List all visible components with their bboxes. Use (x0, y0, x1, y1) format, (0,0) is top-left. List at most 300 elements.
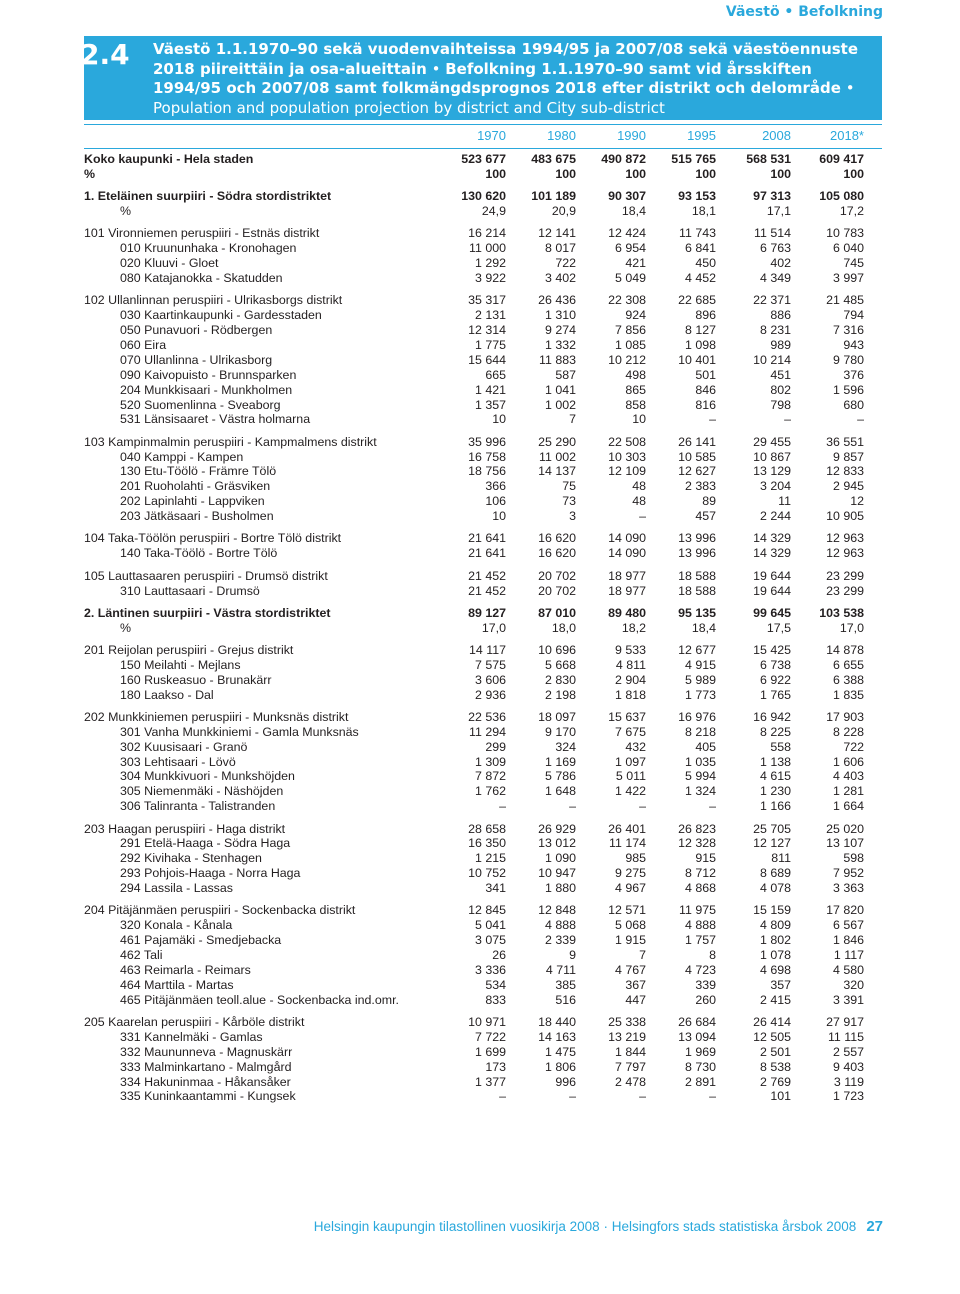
row-label: 060 Eira (120, 337, 167, 352)
cell-1970: 173 (485, 1059, 506, 1074)
row-label: Koko kaupunki - Hela staden (84, 152, 254, 166)
year-header: 1970 (477, 128, 506, 143)
cell-1980: 75 (562, 479, 576, 494)
cell-2018: 7 952 (832, 866, 864, 881)
row-label: 462 Tali (120, 948, 163, 963)
cell-2018: 3 119 (833, 1074, 864, 1089)
row-label: % (120, 620, 132, 635)
cell-2008: 97 313 (753, 189, 791, 204)
row-label: 102 Ullanlinnan peruspiiri - Ulrikasborgs distrikt (84, 293, 343, 308)
cell-2008: 10 214 (753, 352, 791, 367)
cell-2008: 2 501 (759, 1044, 791, 1059)
cell-1970: 523 677 (461, 152, 506, 166)
cell-2008: 16 942 (753, 709, 791, 724)
cell-2018: 12 963 (826, 531, 864, 546)
cell-1995: 501 (695, 367, 716, 382)
cell-1970: 3 606 (474, 672, 506, 687)
cell-2018: 1 596 (832, 382, 864, 397)
cell-1970: 1 421 (474, 382, 506, 397)
cell-1980: 1 090 (544, 851, 576, 866)
cell-1995: 8 218 (684, 724, 716, 739)
cell-1995: – (709, 799, 716, 814)
cell-1990: 7 856 (614, 323, 646, 338)
cell-2008: 811 (771, 851, 791, 866)
title-swedish: Befolkning 1.1.1970–90 samt vid årsskiften 1994/95 och 2007/08 samt folkmängdsprognos 2018 efter distrikt och delområde (153, 59, 841, 97)
cell-1995: 22 685 (678, 293, 716, 308)
table-row (84, 531, 882, 546)
row-label: 205 Kaarelan peruspiiri - Kårböle distrikt (84, 1015, 305, 1029)
cell-2008: 22 371 (753, 293, 791, 308)
cell-2018: 598 (843, 851, 864, 866)
row-label: 150 Meilahti - Mejlans (120, 657, 241, 672)
cell-1990: 5 068 (614, 918, 646, 933)
cell-1980: 516 (555, 992, 576, 1007)
cell-2008: 4 349 (759, 271, 791, 286)
cell-2018: 9 857 (832, 449, 864, 464)
cell-1970: 2 936 (474, 687, 506, 702)
cell-2008: 14 329 (753, 546, 791, 561)
row-label: 204 Pitäjänmäen peruspiiri - Sockenbacka distrikt (84, 903, 356, 918)
cell-2018: 4 580 (832, 962, 864, 977)
row-label: 203 Jätkäsaari - Busholmen (120, 509, 274, 524)
cell-1990: 432 (625, 739, 646, 754)
cell-1980: 25 290 (538, 434, 576, 449)
row-label: 201 Ruoholahti - Gräsviken (120, 479, 271, 494)
cell-1995: 5 994 (684, 769, 716, 784)
cell-2018: 14 878 (826, 642, 864, 657)
row-label: 101 Vironniemen peruspiiri - Estnäs distrikt (84, 226, 320, 241)
cell-1980: – (569, 1089, 576, 1104)
cell-1990: 100 (625, 166, 646, 181)
cell-1995: 2 891 (684, 1074, 716, 1089)
table-row (84, 546, 882, 561)
cell-1980: 1 002 (544, 397, 576, 412)
cell-1970: 35 317 (468, 293, 506, 308)
cell-1970: 299 (485, 739, 506, 754)
table-row (84, 256, 882, 271)
table-row (84, 658, 882, 673)
cell-2008: 29 455 (753, 434, 791, 449)
cell-1995: 18 588 (678, 583, 716, 598)
cell-1980: 11 002 (539, 449, 576, 464)
cell-1995: 5 989 (684, 672, 716, 687)
cell-1970: 14 117 (469, 642, 506, 657)
cell-2008: 4 078 (759, 881, 791, 896)
cell-1980: – (569, 799, 576, 814)
cell-1980: 5 668 (544, 657, 576, 672)
row-label: 332 Maununneva - Magnuskärr (120, 1044, 293, 1059)
cell-1970: 26 (492, 948, 506, 963)
cell-2008: 802 (770, 382, 791, 397)
row-label: 202 Munkkiniemen peruspiiri - Munksnäs distrikt (84, 709, 349, 724)
cell-1990: 490 872 (601, 152, 646, 166)
cell-2018: 3 363 (832, 881, 864, 896)
cell-2018: 10 783 (826, 226, 864, 241)
cell-2018: 6 655 (832, 657, 864, 672)
cell-1990: 18 977 (608, 568, 646, 583)
cell-1995: 816 (695, 397, 716, 412)
cell-2008: 14 329 (753, 531, 791, 546)
spacer-row (84, 561, 882, 568)
cell-2018: 12 963 (826, 546, 864, 561)
cell-1980: 1 332 (544, 337, 576, 352)
cell-1980: 996 (555, 1074, 576, 1089)
table-row (84, 903, 882, 918)
cell-2008: 17,5 (766, 620, 791, 635)
cell-1995: 8 (709, 948, 716, 963)
cell-2008: 989 (770, 337, 791, 352)
cell-1995: 2 383 (684, 479, 716, 494)
cell-1970: 12 314 (468, 323, 506, 338)
cell-2018: 320 (843, 977, 864, 992)
cell-2008: 2 244 (759, 509, 791, 524)
cell-1995: 18 588 (678, 568, 716, 583)
cell-1970: 22 536 (468, 709, 506, 724)
cell-1980: 16 620 (538, 546, 576, 561)
cell-1990: 9 275 (614, 866, 646, 881)
cell-2018: 27 917 (826, 1015, 864, 1029)
cell-1995: 260 (695, 992, 716, 1007)
cell-2008: 17,1 (766, 204, 791, 219)
cell-2008: 4 809 (759, 918, 791, 933)
table-row (84, 978, 882, 993)
row-label: 520 Suomenlinna - Sveaborg (120, 397, 281, 412)
cell-1995: 100 (695, 166, 716, 181)
cell-2008: 4 698 (759, 962, 791, 977)
table-row (84, 353, 882, 368)
table-row (84, 606, 882, 621)
cell-2018: 100 (843, 166, 864, 181)
cell-2018: 21 485 (826, 293, 864, 308)
cell-1990: 1 818 (614, 687, 646, 702)
cell-1995: 13 094 (678, 1029, 716, 1044)
table-row (84, 338, 882, 353)
cell-2018: 13 107 (826, 836, 864, 851)
cell-1995: 26 141 (678, 434, 716, 449)
spacer-row (84, 703, 882, 710)
table-row (84, 189, 882, 204)
cell-2008: 357 (770, 977, 791, 992)
table-row (84, 710, 882, 725)
row-label: 130 Etu-Töölö - Främre Tölö (120, 464, 277, 479)
row-label: 204 Munkkisaari - Munkholmen (120, 382, 293, 397)
cell-1990: 10 212 (608, 352, 646, 367)
row-label: 320 Konala - Kånala (120, 918, 233, 933)
row-label: 463 Reimarla - Reimars (120, 962, 251, 977)
cell-1970: 7 722 (474, 1029, 506, 1044)
cell-1970: 24,9 (481, 204, 506, 219)
cell-1990: 1 097 (614, 754, 646, 769)
cell-1970: 341 (485, 881, 506, 896)
cell-1980: 2 198 (544, 687, 576, 702)
cell-1970: 12 845 (468, 903, 506, 918)
cell-2008: 12 505 (753, 1029, 791, 1044)
row-label: 465 Pitäjänmäen teoll.alue - Sockenbacka ind.omr. (120, 992, 399, 1007)
cell-2018: 6 388 (832, 672, 864, 687)
cell-1980: 483 675 (531, 152, 576, 166)
table-row (84, 1045, 882, 1060)
row-label: 160 Ruskeasuo - Brunakärr (120, 672, 272, 687)
row-label: 030 Kaartinkaupunki - Gardesstaden (120, 308, 322, 323)
cell-1995: 4 723 (684, 962, 716, 977)
spacer-row (84, 636, 882, 643)
cell-2018: 745 (843, 256, 864, 271)
cell-2018: 680 (843, 397, 864, 412)
cell-2008: 15 425 (753, 642, 791, 657)
cell-2008: 4 615 (759, 769, 791, 784)
cell-1980: 1 806 (544, 1059, 576, 1074)
cell-1970: 35 996 (468, 434, 506, 449)
table-row (84, 368, 882, 383)
cell-2008: 798 (770, 397, 791, 412)
header-rule-top (84, 124, 882, 125)
row-label: 050 Punavuori - Rödbergen (120, 323, 273, 338)
cell-1995: 10 401 (678, 352, 716, 367)
cell-1980: 18 440 (538, 1015, 576, 1029)
table-row (84, 479, 882, 494)
table-row (84, 621, 882, 636)
cell-1970: 89 127 (468, 605, 506, 620)
table-row (84, 918, 882, 933)
cell-1995: 457 (695, 509, 716, 524)
row-label: 464 Marttila - Martas (120, 977, 234, 992)
cell-2018: 23 299 (826, 568, 864, 583)
row-label: 180 Laakso - Dal (120, 687, 214, 702)
cell-1990: – (639, 799, 646, 814)
spacer-row (84, 1008, 882, 1015)
table-row (84, 948, 882, 963)
cell-2018: 103 538 (819, 605, 864, 620)
cell-1980: 5 786 (544, 769, 576, 784)
row-label: 293 Pohjois-Haaga - Norra Haga (120, 866, 301, 881)
table-row (84, 167, 882, 182)
cell-2008: 568 531 (746, 152, 791, 166)
cell-2018: 1 835 (832, 687, 864, 702)
table-row (84, 383, 882, 398)
section-label: Väestö • Befolkning (725, 4, 883, 20)
table-row (84, 822, 882, 837)
cell-1995: 10 585 (678, 449, 716, 464)
cell-1970: 665 (485, 367, 506, 382)
year-header: 2018* (830, 128, 864, 143)
table-row (84, 241, 882, 256)
cell-2008: 8 231 (759, 323, 791, 338)
cell-1990: 498 (625, 367, 646, 382)
cell-1970: 130 620 (461, 189, 506, 204)
cell-1990: 90 307 (608, 189, 646, 204)
cell-1990: 1 844 (614, 1044, 646, 1059)
cell-2008: 100 (770, 166, 791, 181)
cell-1980: 1 041 (544, 382, 576, 397)
cell-1990: 10 303 (608, 449, 646, 464)
cell-1995: 95 135 (678, 605, 716, 620)
cell-2018: – (857, 412, 864, 427)
cell-1995: 515 765 (671, 152, 716, 166)
cell-1990: 14 090 (608, 531, 646, 546)
cell-1980: 385 (555, 977, 576, 992)
cell-1995: 846 (695, 382, 716, 397)
cell-2008: 99 645 (753, 605, 791, 620)
cell-2018: 10 905 (826, 509, 864, 524)
cell-1970: 2 131 (474, 308, 506, 323)
year-header-row (84, 128, 882, 148)
cell-2018: 1 117 (833, 948, 864, 963)
table-row (84, 933, 882, 948)
spacer-row (84, 598, 882, 605)
cell-1970: 7 575 (474, 657, 506, 672)
cell-2008: 451 (770, 367, 791, 382)
cell-2008: 26 414 (753, 1015, 791, 1029)
table-row (84, 993, 882, 1008)
cell-1990: 18 977 (608, 583, 646, 598)
cell-1970: 7 872 (474, 769, 506, 784)
cell-1990: 12 109 (608, 464, 646, 479)
cell-1990: 9 533 (614, 642, 646, 657)
cell-1980: 73 (562, 494, 576, 509)
table-row (84, 226, 882, 241)
cell-1995: 13 996 (678, 546, 716, 561)
cell-1980: 4 888 (544, 918, 576, 933)
cell-1990: 7 797 (614, 1059, 646, 1074)
cell-1995: – (709, 412, 716, 427)
row-label: 140 Taka-Töölö - Bortre Tölö (120, 546, 278, 561)
row-label: 203 Haagan peruspiiri - Haga distrikt (84, 821, 286, 836)
cell-1980: 1 648 (544, 784, 576, 799)
cell-1970: 3 336 (474, 962, 506, 977)
year-header: 2008 (762, 128, 791, 143)
row-label: 070 Ullanlinna - Ulrikasborg (120, 352, 273, 367)
title-finnish: Väestö 1.1.1970–90 sekä vuodenvaihteissa 1994/95 ja 2007/08 sekä väestöennuste 2018 piireittäin ja osa-alueittain (153, 40, 859, 78)
cell-2008: 886 (770, 308, 791, 323)
spacer-row (84, 219, 882, 226)
cell-1980: 13 012 (538, 836, 576, 851)
table-row (84, 464, 882, 479)
cell-1995: 26 823 (678, 821, 716, 836)
cell-1970: 3 075 (474, 933, 506, 948)
cell-1990: 48 (632, 479, 646, 494)
cell-1990: 10 (632, 412, 646, 427)
cell-2018: 36 551 (826, 434, 864, 449)
cell-1980: 9 (569, 948, 576, 963)
table-row (84, 204, 882, 219)
cell-2018: 17,2 (839, 204, 864, 219)
cell-2018: 7 316 (832, 323, 864, 338)
cell-1995: 4 868 (684, 881, 716, 896)
cell-2008: 11 514 (754, 226, 791, 241)
cell-2008: – (784, 412, 791, 427)
cell-1990: 13 219 (608, 1029, 646, 1044)
cell-1980: 3 (569, 509, 576, 524)
cell-2008: 6 922 (759, 672, 791, 687)
cell-2018: 3 391 (832, 992, 864, 1007)
cell-1970: 1 699 (474, 1044, 506, 1059)
row-label: % (84, 166, 96, 181)
cell-1970: 17,0 (481, 620, 506, 635)
cell-2008: 6 738 (759, 657, 791, 672)
spacer-row (84, 182, 882, 189)
cell-1995: 12 677 (678, 642, 716, 657)
table-row (84, 450, 882, 465)
row-label: 201 Reijolan peruspiiri - Grejus distrikt (84, 642, 294, 657)
spacer-row (84, 814, 882, 821)
cell-1995: 1 098 (684, 337, 716, 352)
cell-1980: 1 310 (544, 308, 576, 323)
cell-1980: 14 163 (538, 1029, 576, 1044)
table-row (84, 152, 882, 167)
year-header: 1995 (687, 128, 716, 143)
cell-2018: 609 417 (819, 152, 864, 166)
row-label: 531 Länsisaaret - Västra holmarna (120, 412, 311, 427)
cell-2008: 1 078 (759, 948, 791, 963)
cell-1990: 2 904 (614, 672, 646, 687)
cell-2018: 376 (843, 367, 864, 382)
cell-1980: 18,0 (551, 620, 576, 635)
cell-1970: 21 452 (468, 568, 506, 583)
cell-1995: 18,1 (691, 204, 716, 219)
table-row (84, 799, 882, 814)
cell-2018: 12 (850, 494, 864, 509)
table-row (84, 494, 882, 509)
spacer-row (84, 524, 882, 531)
table-row (84, 755, 882, 770)
table-row (84, 412, 882, 427)
cell-1970: 15 644 (468, 352, 506, 367)
cell-2018: 1 723 (832, 1089, 864, 1104)
cell-1970: 16 350 (468, 836, 506, 851)
row-label: 202 Lapinlahti - Lappviken (120, 494, 265, 509)
cell-1980: 20 702 (538, 568, 576, 583)
cell-1970: 10 (492, 509, 506, 524)
cell-2018: 1 606 (832, 754, 864, 769)
row-label: 333 Malminkartano - Malmgård (120, 1059, 292, 1074)
cell-1990: 985 (625, 851, 646, 866)
cell-1970: 11 294 (469, 724, 506, 739)
spacer-row (84, 427, 882, 434)
table-row (84, 1015, 882, 1030)
cell-1980: 100 (555, 166, 576, 181)
footer-text (314, 1218, 883, 1235)
cell-2008: 6 763 (759, 241, 791, 256)
table-row (84, 866, 882, 881)
row-label: 306 Talinranta - Talistranden (120, 799, 276, 814)
row-label: 301 Vanha Munkkiniemi - Gamla Munksnäs (120, 724, 359, 739)
cell-1980: 3 402 (544, 271, 576, 286)
cell-1995: 450 (695, 256, 716, 271)
cell-1995: 1 324 (684, 784, 716, 799)
table-title (153, 40, 873, 118)
cell-1970: – (499, 799, 506, 814)
cell-1990: 858 (625, 397, 646, 412)
cell-2008: 19 644 (753, 583, 791, 598)
cell-1980: 7 (569, 412, 576, 427)
cell-1980: 9 170 (544, 724, 576, 739)
cell-2018: 3 997 (832, 271, 864, 286)
cell-1995: 339 (695, 977, 716, 992)
cell-1995: 93 153 (678, 189, 716, 204)
cell-1970: 21 641 (468, 546, 506, 561)
cell-2018: 12 833 (826, 464, 864, 479)
title-separator: • (426, 59, 446, 78)
cell-1980: 10 696 (538, 642, 576, 657)
table-row (84, 584, 882, 599)
cell-1990: 6 954 (614, 241, 646, 256)
table-row (84, 569, 882, 584)
cell-1995: 1 773 (684, 687, 716, 702)
cell-2008: 12 127 (753, 836, 791, 851)
cell-1970: 366 (485, 479, 506, 494)
cell-1980: 12 848 (538, 903, 576, 918)
cell-1990: 15 637 (608, 709, 646, 724)
